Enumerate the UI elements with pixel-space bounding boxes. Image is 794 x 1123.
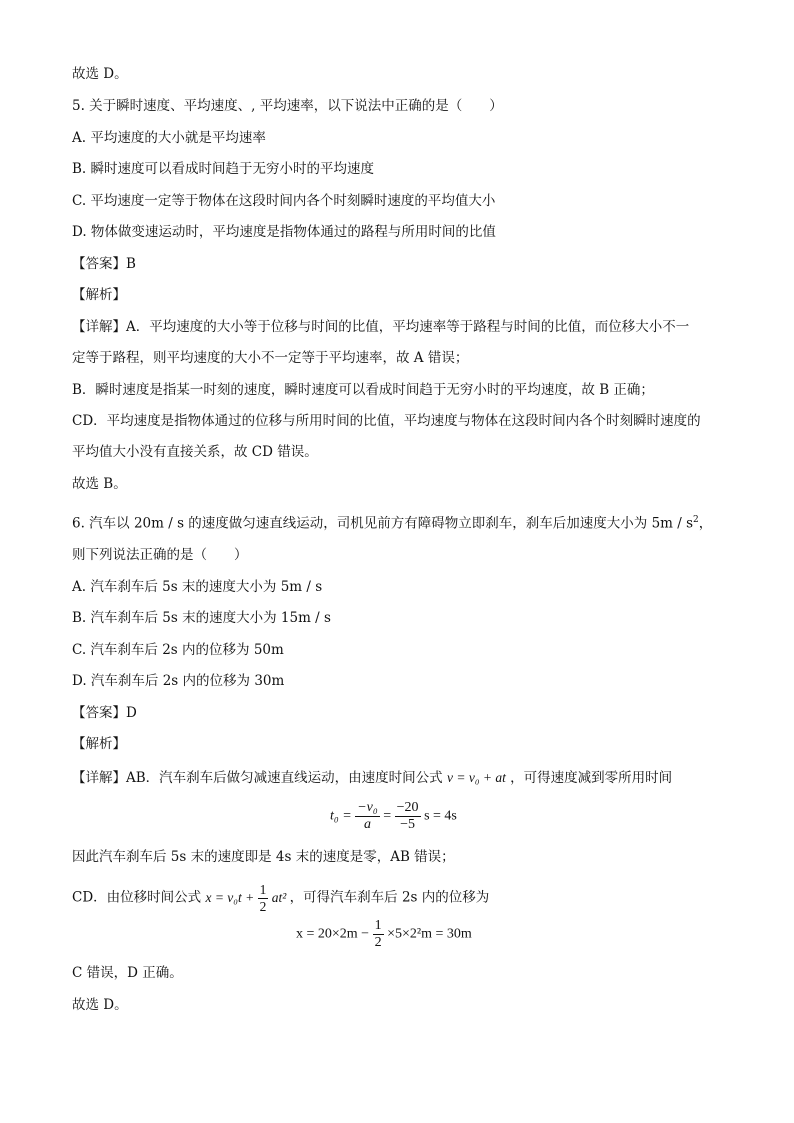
fraction-denominator: 2 — [259, 899, 267, 914]
velocity-formula: v = v₀ + at — [446, 770, 506, 785]
question-5-option-c: C. 平均速度一定等于物体在这段时间内各个时刻瞬时速度的平均值大小 — [72, 193, 496, 209]
question-5-stem: 5. 关于瞬时速度、平均速度、, 平均速率，以下说法中正确的是（ ） — [72, 98, 503, 114]
question-5-detail-line-3: B．瞬时速度是指某一时刻的速度，瞬时速度可以看成时间趋于无穷小时的平均速度，故 B 正确； — [72, 382, 654, 398]
formula-left: x = v₀t + — [205, 889, 255, 905]
fraction-denominator: a — [363, 817, 371, 832]
t0-result: s = 4s — [424, 808, 457, 824]
question-5-answer: 【答案】B — [72, 256, 136, 272]
question-6-stem-line-1 — [72, 510, 712, 534]
question-5-option-b: B. 瞬时速度可以看成时间趋于无穷小时的平均速度 — [72, 161, 375, 177]
question-6-answer: 【答案】D — [72, 705, 137, 721]
detail-text-end: ，可得汽车刹车后 2s 内的位移为 — [289, 889, 490, 906]
fraction-denominator: 2 — [374, 935, 382, 950]
fraction-numbers — [395, 800, 421, 833]
choose-d-text: 故选 D。 — [72, 66, 128, 82]
equals-sign: = — [383, 808, 392, 824]
calc-left: x = 20×2m − — [296, 926, 370, 942]
question-5-option-a: A. 平均速度的大小就是平均速率 — [72, 130, 266, 146]
question-5-detail-line-1: 【详解】A．平均速度的大小等于位移与时间的比值，平均速率等于路程与时间的比值，而位移大小不一 — [72, 319, 690, 335]
formula-right: at² — [271, 889, 287, 905]
question-6-detail-line-4: C 错误，D 正确。 — [72, 965, 183, 981]
question-6-stem-text: 6. 汽车以 20m / s 的速度做匀速直线运动，司机见前方有障碍物立即刹车，刹车后加速度大小为 5m / s — [72, 515, 694, 532]
fraction-half — [258, 882, 269, 915]
fraction-numerator: −20 — [396, 800, 419, 815]
question-6-stem-comma: ， — [698, 515, 713, 532]
question-6-choose: 故选 D。 — [72, 997, 128, 1013]
question-5-detail-line-2: 定等于路程，则平均速度的大小不一定等于平均速率，故 A 错误； — [72, 350, 469, 366]
question-6-option-d: D. 汽车刹车后 2s 内的位移为 30m — [72, 673, 285, 689]
question-6-analysis-heading: 【解析】 — [72, 736, 126, 752]
question-5-choose: 故选 B。 — [72, 476, 127, 492]
time-equation — [330, 800, 457, 833]
detail-text-end: ，可得速度减到零所用时间 — [510, 770, 673, 786]
detail-text-start: CD．由位移时间公式 — [72, 889, 202, 906]
question-6-detail-line-1 — [72, 768, 672, 788]
t0-left: t₀ = — [330, 808, 352, 824]
question-5-option-d: D. 物体做变速运动时，平均速度是指物体通过的路程与所用时间的比值 — [72, 224, 496, 240]
detail-text-start: 【详解】AB．汽车刹车后做匀减速直线运动，由速度时间公式 — [72, 770, 443, 786]
fraction-numerator: 1 — [374, 918, 382, 933]
question-6-option-a: A. 汽车刹车后 5s 末的速度大小为 5m / s — [72, 579, 323, 595]
question-6-option-b: B. 汽车刹车后 5s 末的速度大小为 15m / s — [72, 610, 331, 626]
fraction-numerator: 1 — [259, 882, 267, 897]
question-6-detail-line-3 — [72, 882, 489, 915]
displacement-formula — [205, 882, 289, 914]
fraction-denominator: −5 — [400, 817, 416, 832]
fraction-half — [373, 918, 384, 951]
square-exponent: 2 — [693, 515, 699, 525]
question-5-analysis-heading: 【解析】 — [72, 287, 126, 303]
calc-right: ×5×2²m = 30m — [387, 926, 472, 942]
displacement-calculation — [296, 918, 472, 951]
question-6-option-c: C. 汽车刹车后 2s 内的位移为 50m — [72, 642, 284, 658]
question-5-detail-line-4: CD．平均速度是指物体通过的位移与所用时间的比值，平均速度与物体在这段时间内各个时刻瞬时速度的 — [72, 413, 701, 429]
fraction-numerator: −v₀ — [357, 800, 378, 815]
question-5-detail-line-5: 平均值大小没有直接关系，故 CD 错误。 — [72, 444, 318, 460]
question-6-detail-line-2: 因此汽车刹车后 5s 末的速度即是 4s 末的速度是零，AB 错误； — [72, 849, 455, 865]
question-6-stem-line-2: 则下列说法正确的是（ ） — [72, 547, 248, 563]
fraction-v0-over-a — [355, 800, 380, 833]
